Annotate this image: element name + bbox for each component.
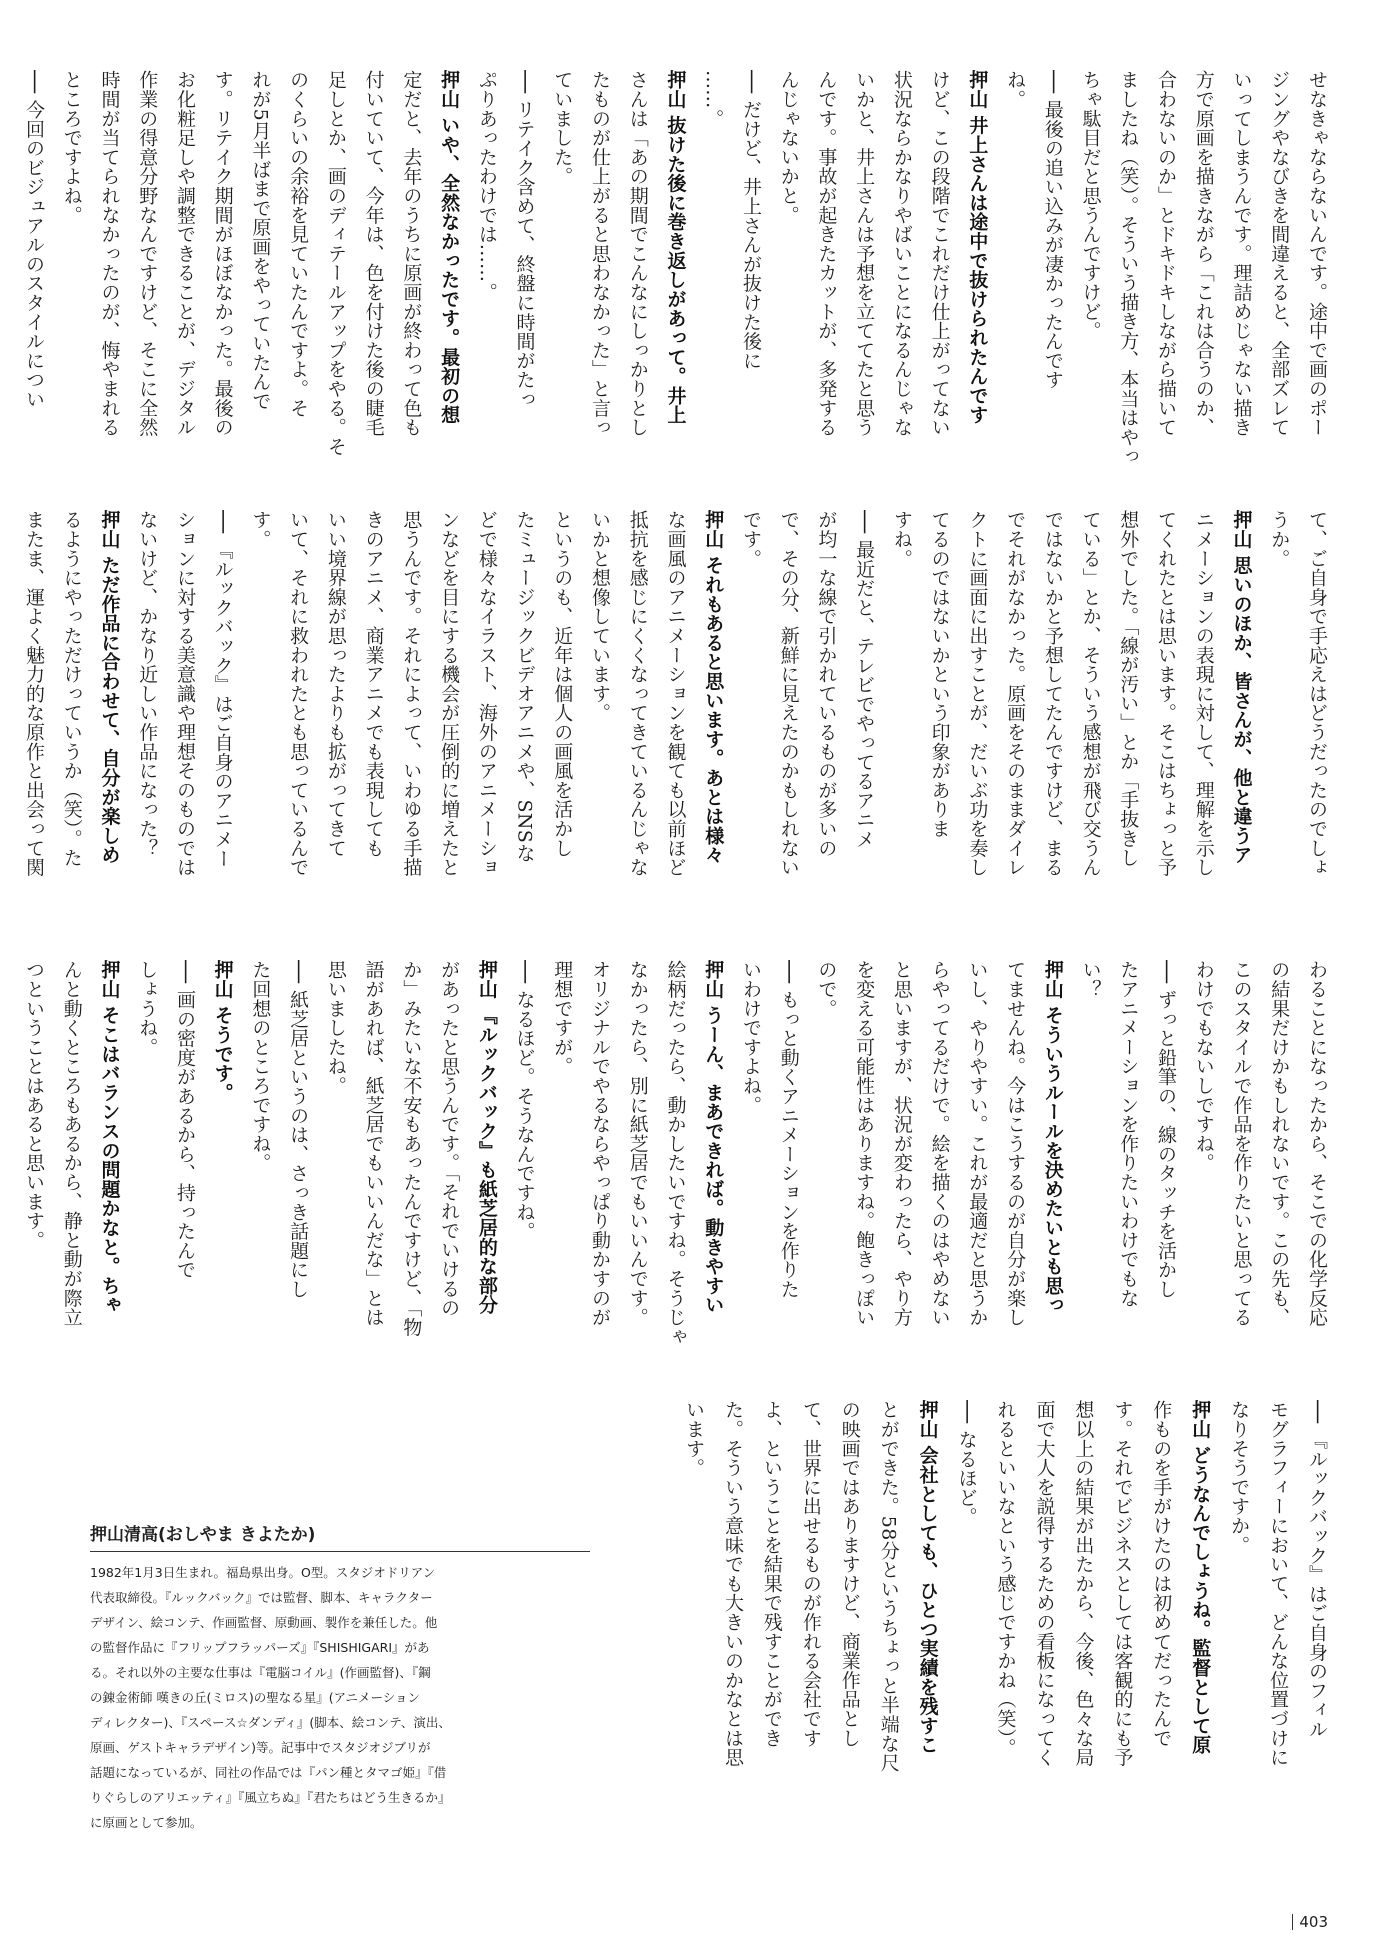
text-column: このスタイルで作品を作りたいと思ってる [1230, 960, 1253, 1327]
text-column: ── だけど、井上さんが抜けた後に [739, 70, 762, 371]
text-column: ── ずっと鉛筆の、線のタッチを活かし [1155, 960, 1178, 1299]
text-column: 状況ならかなりやばいことになるんじゃな [890, 70, 913, 437]
text-column: んじゃないかと。 [777, 70, 800, 225]
text-column: 理想ですが。 [551, 960, 574, 1076]
text-column: 作業の得意分野なんですけど、そこに全然 [136, 70, 159, 437]
text-column: というのも、近年は個人の画風を活かし [551, 510, 574, 858]
text-column: どで様々なイラスト、海外のアニメーショ [475, 510, 498, 877]
text-column: れるといいなという感じですかね（笑）。 [994, 1400, 1017, 1758]
text-column: た。そういう意味でも大きいのかなとは思 [721, 1400, 744, 1767]
text-column: 作ものを手がけたのは初めてだったんで [1150, 1400, 1173, 1748]
text-column: わけでもないしですね。 [1192, 960, 1215, 1173]
text-column: す。それでビジネスとしては客観的にも予 [1111, 1400, 1134, 1767]
text-column: 押山 思いのほか、皆さんが、他と違うア [1230, 510, 1253, 865]
text-column: モグラフィーにおいて、どんな位置づけに [1267, 1400, 1290, 1767]
text-column: が均一な線で引かれているものが多いの [815, 510, 838, 858]
text-column: 抵抗を感じにくくなってきているんじゃな [626, 510, 649, 877]
text-column: 付いていて、今年は、色を付けた後の睫毛 [362, 70, 385, 437]
text-column: で、その分、新鮮に見えたのかもしれない [777, 510, 800, 877]
text-column: 定だと、去年のうちに原画が終わって色も [400, 70, 423, 437]
text-column: の結果だけかもしれないです。この先も、 [1268, 960, 1291, 1327]
text-column: て、ご自身で手応えはどうだったのでしょ [1305, 510, 1328, 877]
text-column: 押山 どうなんでしょうね。監督として原 [1189, 1400, 1212, 1755]
text-column: きのアニメ、商業アニメでも表現しても [362, 510, 385, 858]
text-column: いわけですよね。 [739, 960, 762, 1115]
text-column: ジングやなびきを間違えると、全部ズレて [1268, 70, 1291, 437]
text-column: れが5月半ばまで原画をやっていたんで [249, 70, 272, 411]
text-column: 押山 『ルックバック』も紙芝居的な部分 [475, 960, 498, 1315]
text-column: さんは「あの期間でこんなにしっかりとし [626, 70, 649, 437]
text-block-4 [680, 1400, 1330, 1840]
text-column: うか。 [1268, 510, 1291, 568]
text-column: 押山 抜けた後に巻き返しがあって。井上 [664, 70, 687, 425]
text-column: なかったら、別に紙芝居でもいいんです。 [626, 960, 649, 1327]
text-column: 押山 井上さんは途中で抜けられたんです [966, 70, 989, 425]
text-column: 思うんです。それによって、いわゆる手描 [400, 510, 423, 877]
text-block-3 [20, 960, 1330, 1380]
text-column: てるのではないかという印象がありま [928, 510, 951, 839]
text-column: すね。 [890, 510, 913, 568]
text-column: ……。 [702, 70, 725, 128]
text-column: とができた。58分というちょっと半端な尺 [877, 1400, 900, 1773]
page-number: 403 [1292, 1914, 1328, 1930]
text-column: けど、この段階でこれだけ仕上がってない [928, 70, 951, 437]
profile-line: の錬金術師 嘆きの丘(ミロス)の聖なる星』(アニメーション [90, 1690, 420, 1705]
text-column: 思いましたね。 [324, 960, 347, 1096]
text-column: オリジナルでやるならやっぱり動かすのが [589, 960, 612, 1327]
text-column: い？ [1079, 960, 1102, 999]
text-column: 想外でした。「線が汚い」とか「手抜きし [1117, 510, 1140, 868]
profile-line: 原画、ゲストキャラデザイン)等。記事中でスタジオジブリが [90, 1740, 431, 1755]
text-column: ── リテイク含めて、終盤に時間がたっ [513, 70, 536, 409]
text-column: 押山 会社としても、ひとつ実績を残すこ [916, 1400, 939, 1755]
text-column: ている」とか、そういう感想が飛び交うん [1079, 510, 1102, 877]
text-column: のくらいの余裕を見ていたんですよ。そ [287, 70, 310, 418]
text-column: 押山 ただ作品に合わせて、自分が楽しめ [98, 510, 121, 865]
text-column: またま、運よく魅力的な原作と出会って関 [23, 510, 45, 877]
text-column: 方で原画を描きながら「これは合うのか、 [1192, 70, 1215, 437]
text-column: の映画ではありますけど、商業作品とし [838, 1400, 861, 1748]
text-column: ── 『ルックバック』はご自身のフィル [1306, 1400, 1328, 1739]
text-column: いい境界線が思ったよりも拡がってきて [324, 510, 347, 858]
text-column: 面で大人を説得するための看板になってく [1033, 1400, 1056, 1767]
text-column: て、世界に出せるものが作れる会社です [799, 1400, 822, 1748]
text-column: ── なるほど。 [955, 1400, 978, 1527]
text-column: ではないかと予想してたんですけど、まる [1041, 510, 1064, 877]
text-column: す。リテイク期間がほぼなかった。最後の [211, 70, 234, 437]
text-column: せなきゃならないんです。途中で画のポー [1305, 70, 1328, 437]
text-column: いってしまうんです。理詰めじゃない描き [1230, 70, 1253, 437]
text-column: でそれがなかった。原画をそのままダイレ [1004, 510, 1027, 877]
profile-text [90, 1560, 590, 1835]
text-column: クトに画面に出すことが、だいぶ功を奏し [966, 510, 989, 877]
text-column: しょうね。 [136, 960, 159, 1057]
text-column: ましたね（笑）。そういう描き方、本当はやっ [1117, 70, 1140, 466]
text-column: てませんね。今はこうするのが自分が楽し [1004, 960, 1027, 1327]
text-block-1 [20, 70, 1330, 500]
profile-name: 押山清高(おしやま きよたか) [90, 1520, 590, 1552]
text-column: 押山 うーん、まあできれば。動きやすい [702, 960, 725, 1315]
profile-line: る。それ以外の主要な仕事は『電脳コイル』(作画監督)、『鋼 [90, 1665, 431, 1680]
text-column: ところですよね。 [60, 70, 83, 225]
text-column: いし、やりやすい。これが最適だと思うか [966, 960, 989, 1327]
text-column: 押山 いや、全然なかったです。最初の想 [438, 70, 461, 425]
text-column: ── 『ルックバック』はご自身のアニメー [211, 510, 234, 868]
text-column: か」みたいな不安もあったんですけど、「物 [400, 960, 423, 1337]
text-column: ── 最後の追い込みが凄かったんです [1041, 70, 1064, 390]
text-column: ── 最近だと、テレビでやってるアニメ [853, 510, 876, 849]
text-column: ── なるほど。そうなんですね。 [513, 960, 536, 1241]
text-column: 絵柄だったら、動かしたいですね。そうじゃ [664, 960, 687, 1346]
profile-line: 代表取締役。『ルックバック』では監督、脚本、キャラクター [90, 1590, 433, 1605]
profile-line: ディレクター)、『スペース☆ダンディ』(脚本、絵コンテ、演出、 [90, 1715, 451, 1730]
text-column: なりそうですか。 [1228, 1400, 1251, 1555]
profile-line: デザイン、絵コンテ、作画監督、原動画、製作を兼任した。他 [90, 1615, 438, 1630]
text-column: ので。 [815, 960, 838, 1018]
text-column: を変える可能性はありますね。飽きっぽい [853, 960, 876, 1327]
text-block-2 [20, 510, 1330, 945]
text-column: た回想のところですね。 [249, 960, 272, 1173]
text-column: わることになったから、そこでの化学反応 [1305, 960, 1328, 1327]
text-column: ていました。 [551, 70, 574, 186]
text-column: んです。事故が起きたカットが、多発する [815, 70, 838, 437]
text-column: と思いますが、状況が変わったら、やり方 [890, 960, 913, 1327]
profile-box [90, 1520, 590, 1835]
text-column: てくれたとは思います。そこはちょっと予 [1155, 510, 1178, 877]
text-column: 時間が当てられなかったのが、悔やまれる [98, 70, 121, 437]
profile-line: 1982年1月3日生まれ。福島県出身。O型。スタジオドリアン [90, 1565, 436, 1580]
text-column: つということはあると思います。 [23, 960, 45, 1250]
text-column: ── 画の密度があるから、持ったんで [173, 960, 196, 1280]
text-column: 想以上の結果が出たから、今後、色々な局 [1072, 1400, 1095, 1767]
text-column: ンなどを目にする機会が圧倒的に増えたと [438, 510, 461, 877]
text-column: たものが仕上がると思わなかった」と言っ [589, 70, 612, 437]
text-column: たアニメーションを作りたいわけでもな [1117, 960, 1140, 1308]
text-column: ションに対する美意識や理想そのものでは [173, 510, 196, 877]
text-column: 押山 それもあると思います。あとは様々 [702, 510, 725, 865]
text-column: ちゃ駄目だと思うんですけど。 [1079, 70, 1102, 341]
profile-line: りぐらしのアリエッティ』『風立ちぬ』『君たちはどう生きるか』 [90, 1790, 451, 1805]
text-column: ── もっと動くアニメーションを作りた [777, 960, 800, 1299]
text-column: たミュージックビデオアニメや、SNSな [513, 510, 536, 863]
text-column: いて、それに救われたとも思っているんで [287, 510, 310, 877]
text-column: 押山 そういうルールを決めたいとも思っ [1041, 960, 1064, 1315]
text-column: います。 [683, 1400, 705, 1478]
text-column: 押山 そこはバランスの問題かなと。ちゃ [98, 960, 121, 1315]
text-column: があったと思うんです。「それでいけるの [438, 960, 461, 1318]
text-column: す。 [249, 510, 272, 549]
text-column: 語があれば、紙芝居でもいいんだな」とは [362, 960, 385, 1327]
text-column: です。 [739, 510, 762, 568]
text-column: ね。 [1004, 70, 1027, 109]
text-column: ないけど、かなり近しい作品になった？ [136, 510, 159, 858]
text-column: 合わないのか」とドキドキしながら描いて [1155, 70, 1178, 437]
text-column: ── 今回のビジュアルのスタイルについ [23, 70, 45, 409]
profile-line: 話題になっているが、同社の作品では『パン種とタマゴ姫』『借 [90, 1765, 447, 1780]
text-column: 押山 そうです。 [211, 960, 234, 1103]
text-column: いかと、井上さんは予想を立ててたと思う [853, 70, 876, 437]
text-column: 足しとか、画のディテールアップをやる。そ [324, 70, 347, 456]
text-column: ニメーションの表現に対して、理解を示し [1192, 510, 1215, 877]
text-column: な画風のアニメーションを観ても以前ほど [664, 510, 687, 877]
text-column: んと動くところもあるから、静と動が際立 [60, 960, 83, 1327]
profile-line: に原画として参加。 [90, 1815, 203, 1830]
text-column: お化粧足しや調整できることが、デジタル [173, 70, 196, 437]
text-column: らやってるだけで。絵を描くのはやめない [928, 960, 951, 1327]
text-column: よ、ということを結果で残すことができ [760, 1400, 783, 1748]
profile-line: の監督作品に『フリップフラッパーズ』『SHISHIGARI』があ [90, 1640, 430, 1655]
text-column: ぷりあったわけでは……。 [475, 70, 498, 302]
text-column: いかと想像しています。 [589, 510, 612, 723]
text-column: ── 紙芝居というのは、さっき話題にし [287, 960, 310, 1299]
text-column: るようにやっただけっていうか（笑）。た [60, 510, 83, 868]
